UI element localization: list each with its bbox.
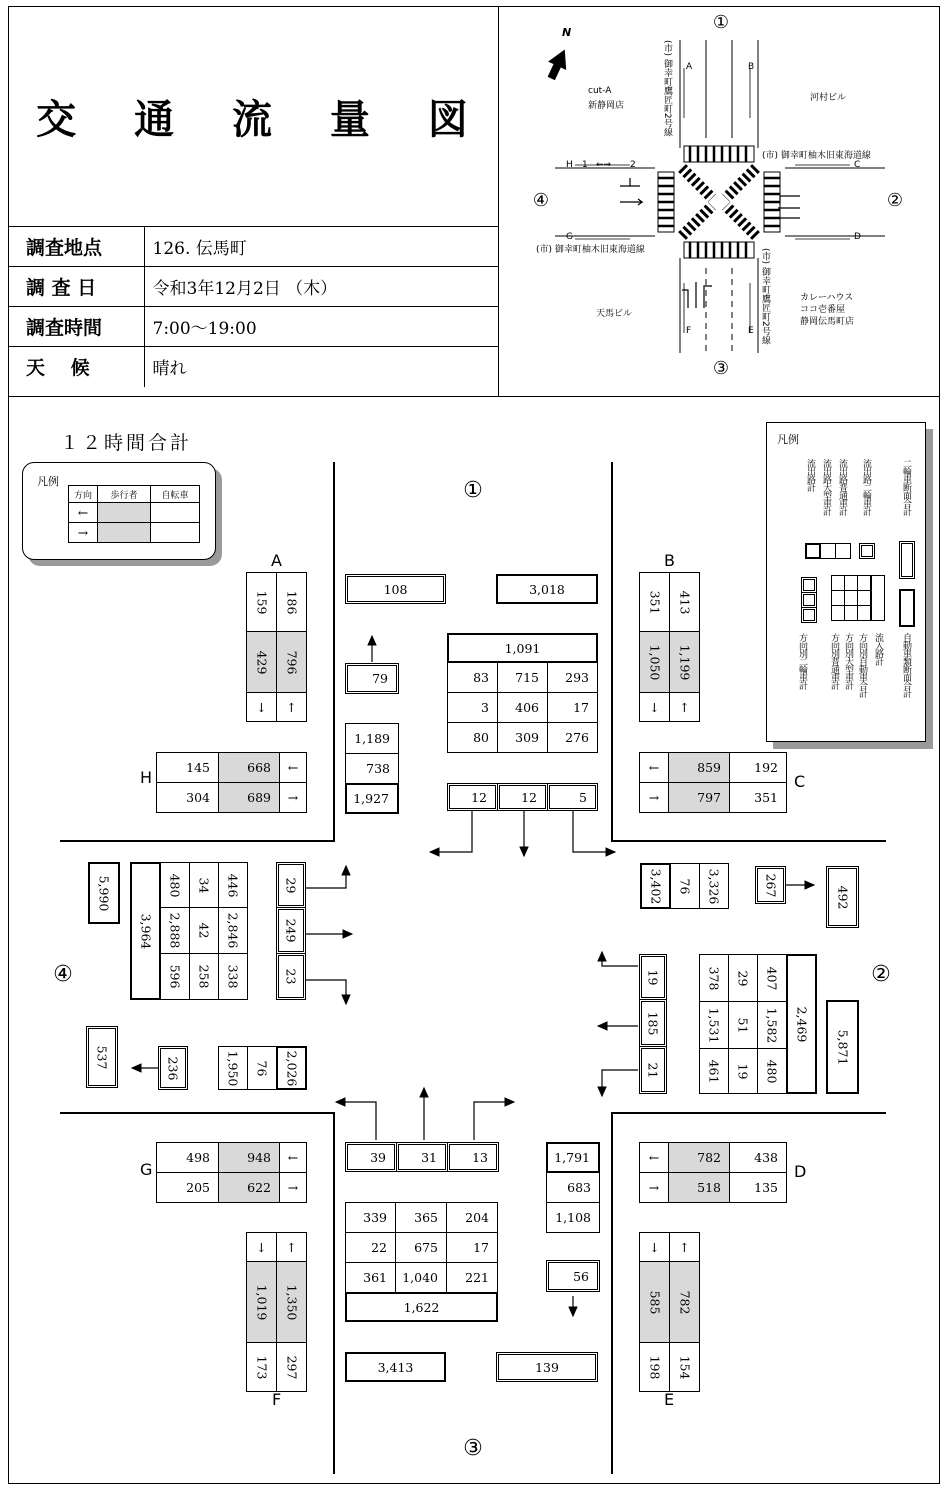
map-section-arrow: ←→: [596, 160, 612, 170]
crosswalk-c-arrow-left: ←: [639, 752, 669, 783]
south-moto-section: 139: [496, 1352, 598, 1382]
south-dir-moto: 31: [396, 1142, 448, 1172]
north-dir-moto: 12: [497, 783, 548, 811]
map-road-west: (市) 御幸町柚木旧東海道線: [536, 245, 645, 255]
map-road-north: (市) 御幸町鷹匠町2号線: [662, 40, 672, 137]
west-grid-cell: 2,846: [218, 907, 248, 954]
crosswalk-a-ped-in: 796: [276, 631, 307, 693]
legend-grid: [857, 605, 871, 621]
road-ne-horizontal: [611, 840, 886, 842]
legend-flow-title: 凡例: [777, 433, 799, 446]
south-vehicle-section: 3,413: [345, 1352, 446, 1382]
legend-grid: [857, 590, 871, 606]
west-moto-section: 537: [86, 1026, 118, 1088]
east-grid-cell: 1,582: [757, 1001, 787, 1049]
crosswalk-c-bike-right: 351: [729, 782, 787, 813]
branch-4-label: ④: [53, 962, 73, 987]
south-grid-cell: 1,040: [395, 1262, 447, 1293]
north-out-total: 1,927: [345, 783, 399, 814]
crosswalk-a-bike-in: 186: [276, 572, 307, 632]
crosswalk-e-bike-out: 198: [639, 1342, 670, 1392]
road-ne-vertical: [611, 462, 613, 840]
legend-row-right: →: [68, 522, 98, 543]
legend-label: 流出路二輪車計: [861, 459, 871, 515]
branch-1-label: ①: [463, 478, 483, 503]
crosswalk-f-ped-out: 1,019: [246, 1261, 277, 1343]
info-value: 7:00〜19:00: [144, 307, 498, 347]
north-dir-moto: 12: [447, 783, 498, 811]
west-grid-cell: 34: [189, 862, 219, 908]
crosswalk-a-arrow-down: ↓: [246, 692, 277, 722]
legend-label: 流出路普通車計: [837, 459, 847, 515]
south-grid-cell: 22: [345, 1232, 396, 1263]
west-grid-cell: 596: [160, 953, 190, 1000]
crosswalk-g-ped-left: 948: [218, 1142, 280, 1173]
legend-bike-cell: [150, 522, 200, 543]
crosswalk-f-label: F: [272, 1390, 282, 1409]
crosswalk-g-bike-left: 498: [156, 1142, 219, 1173]
east-grid-cell: 51: [728, 1001, 758, 1049]
crosswalk-e-arrow-down: ↓: [639, 1232, 670, 1262]
south-grid-cell: 204: [446, 1202, 498, 1233]
crosswalk-b-ped-in: 1,199: [669, 631, 700, 693]
map-branch-1: ①: [712, 12, 730, 33]
crosswalk-g-ped-right: 622: [218, 1172, 280, 1203]
crosswalk-g-arrow-right: →: [279, 1172, 307, 1203]
info-label: 調査時間: [8, 307, 144, 347]
map-road-east: (市) 御幸町柚木旧東海道線: [762, 151, 871, 161]
map-section-d: D: [854, 232, 861, 242]
legend-grid: [844, 605, 858, 621]
east-dir-moto: 21: [639, 1046, 667, 1094]
east-grid-cell: 1,531: [699, 1001, 729, 1049]
crosswalk-f-bike-in: 297: [276, 1342, 307, 1392]
south-out-moto: 56: [546, 1260, 600, 1292]
north-vehicle-section: 3,018: [496, 574, 598, 604]
info-row-date: [8, 267, 498, 307]
west-dir-moto: 29: [276, 862, 306, 908]
west-dir-moto: 249: [276, 907, 306, 954]
crosswalk-d-label: D: [794, 1162, 807, 1181]
west-grid-cell: 2,888: [160, 907, 190, 954]
map-branch-3: ③: [712, 358, 730, 379]
legend-out-large: [820, 543, 836, 559]
map-section-a: A: [686, 62, 693, 72]
west-out-large: 76: [247, 1046, 277, 1090]
map-place-coco: ココ壱番屋: [800, 305, 846, 315]
east-out-large: 76: [670, 863, 700, 909]
south-grid-cell: 365: [395, 1202, 447, 1233]
south-grid-cell: 221: [446, 1262, 498, 1293]
crosswalk-e-bike-in: 154: [669, 1342, 700, 1392]
crosswalk-h-arrow-left: ←: [279, 752, 307, 783]
crosswalk-d-arrow-right: →: [639, 1172, 669, 1203]
info-label: 調 査 日: [8, 267, 144, 307]
east-dir-moto: 185: [639, 999, 667, 1047]
east-grid-cell: 378: [699, 954, 729, 1002]
west-in-total: 3,964: [130, 862, 161, 1000]
south-dir-moto: 39: [345, 1142, 397, 1172]
location-map: [500, 8, 938, 394]
east-out-normal: 3,326: [699, 863, 729, 909]
legend-out-normal: [835, 543, 851, 559]
legend-label: 流出路大型車計: [821, 459, 831, 515]
east-grid-cell: 19: [728, 1048, 758, 1094]
info-value: 晴れ: [144, 347, 498, 387]
north-grid-cell: 715: [497, 662, 548, 693]
legend-label: 方向別二輪車計: [797, 633, 807, 689]
info-row-time: [8, 307, 498, 347]
intersection-map-svg: [500, 8, 938, 394]
crosswalk-h-ped-right: 689: [218, 782, 280, 813]
east-out-total: 3,402: [640, 863, 671, 909]
map-branch-2: ②: [886, 190, 904, 211]
legend-out-moto: [859, 543, 875, 559]
crosswalk-e-arrow-up: ↑: [669, 1232, 700, 1262]
section-divider: [8, 396, 940, 397]
crosswalk-c-ped-left: 859: [668, 752, 730, 783]
legend-dir-moto: [801, 607, 817, 623]
crosswalk-g-arrow-left: ←: [279, 1142, 307, 1173]
east-dir-moto: 19: [639, 954, 667, 1000]
legend-grid: [831, 590, 845, 606]
crosswalk-b-ped-out: 1,050: [639, 631, 670, 693]
legend-ped-cell: [97, 502, 151, 523]
road-se-vertical: [611, 1112, 613, 1474]
west-grid-cell: 338: [218, 953, 248, 1000]
north-grid-cell: 406: [497, 692, 548, 723]
crosswalk-c-ped-right: 797: [668, 782, 730, 813]
map-place-cut-a: cut-A: [588, 86, 612, 96]
south-in-total: 1,622: [345, 1292, 498, 1322]
west-grid-cell: 446: [218, 862, 248, 908]
legend-row-left: ←: [68, 502, 98, 523]
crosswalk-d-ped-left: 782: [668, 1142, 730, 1173]
map-section-g: G: [566, 232, 573, 242]
east-out-moto: 267: [755, 866, 786, 904]
page-title: 交 通 流 量 図: [36, 96, 490, 143]
legend-ped-cell: [97, 522, 151, 543]
crosswalk-c-bike-left: 192: [729, 752, 787, 783]
diagram-subtitle: １２時間合計: [60, 432, 193, 454]
map-place-curry: カレーハウス: [800, 293, 854, 303]
east-grid-cell: 480: [757, 1048, 787, 1094]
map-section-2-label: 2: [630, 160, 636, 170]
north-grid-cell: 3: [447, 692, 498, 723]
west-grid-cell: 480: [160, 862, 190, 908]
north-grid-cell: 276: [547, 722, 598, 753]
crosswalk-a-arrow-up: ↑: [276, 692, 307, 722]
crosswalk-d-bike-left: 438: [729, 1142, 787, 1173]
north-moto-section: 108: [345, 574, 446, 604]
north-in-total: 1,091: [447, 633, 598, 663]
road-sw-vertical: [333, 1112, 335, 1474]
legend-bike-cell: [150, 502, 200, 523]
crosswalk-e-ped-in: 782: [669, 1261, 700, 1343]
crosswalk-h-label: H: [140, 768, 153, 787]
legend-label: 流出路計: [805, 459, 815, 491]
map-section-h: H: [566, 160, 573, 170]
north-dir-moto: 5: [547, 783, 598, 811]
crosswalk-a-label: A: [271, 551, 282, 570]
west-out-total: 2,026: [276, 1046, 307, 1090]
legend-label: 自動車類断面合計: [901, 633, 911, 697]
west-out-moto: 236: [158, 1046, 188, 1090]
info-value: 令和3年12月2日 （木）: [144, 267, 498, 307]
header-divider: [498, 6, 499, 396]
road-se-horizontal: [611, 1112, 886, 1114]
legend-col-direction: 方向: [68, 485, 98, 503]
north-grid-cell: 293: [547, 662, 598, 693]
legend-moto-section: [899, 541, 915, 579]
crosswalk-d-bike-right: 135: [729, 1172, 787, 1203]
north-grid-cell: 80: [447, 722, 498, 753]
south-grid-cell: 361: [345, 1262, 396, 1293]
map-place-shizuoka: 新静岡店: [588, 101, 625, 111]
legend-grid: [844, 590, 858, 606]
crosswalk-h-bike-left: 145: [156, 752, 219, 783]
crosswalk-b-arrow-up: ↑: [669, 692, 700, 722]
north-grid-cell: 83: [447, 662, 498, 693]
east-grid-cell: 29: [728, 954, 758, 1002]
legend-col-pedestrian: 歩行者: [97, 485, 151, 503]
crosswalk-e-label: E: [664, 1390, 675, 1409]
west-vehicle-section: 5,990: [88, 862, 120, 924]
legend-label: 二輪車断面合計: [901, 459, 911, 515]
info-label: 天 候: [8, 347, 144, 387]
legend-grid: [844, 575, 858, 591]
south-dir-moto: 13: [447, 1142, 499, 1172]
legend-label: 方向別大型車計: [843, 633, 853, 689]
map-section-1-label: 1: [582, 160, 588, 170]
crosswalk-g-bike-right: 205: [156, 1172, 219, 1203]
map-section-c: C: [854, 160, 861, 170]
east-grid-cell: 461: [699, 1048, 729, 1094]
east-in-total: 2,469: [786, 954, 817, 1094]
south-grid-cell: 675: [395, 1232, 447, 1263]
map-road-south: (市) 御幸町鷹匠町2号線: [760, 248, 770, 345]
east-moto-section: 492: [826, 866, 859, 928]
crosswalk-a-bike-out: 159: [246, 572, 277, 632]
west-out-normal: 1,950: [218, 1046, 248, 1090]
crosswalk-h-arrow-right: →: [279, 782, 307, 813]
crosswalk-h-bike-right: 304: [156, 782, 219, 813]
map-north-label: N: [562, 26, 572, 39]
crosswalk-b-bike-out: 351: [639, 572, 670, 632]
crosswalk-b-bike-in: 413: [669, 572, 700, 632]
crosswalk-f-arrow-up: ↑: [276, 1232, 307, 1262]
legend-grid: [831, 605, 845, 621]
road-nw-vertical: [333, 462, 335, 840]
east-vehicle-section: 5,871: [826, 1000, 859, 1094]
legend-in-total: [871, 575, 885, 621]
south-out-normal: 1,108: [546, 1202, 600, 1233]
info-row-location: [8, 227, 498, 267]
crosswalk-d-ped-right: 518: [668, 1172, 730, 1203]
legend-crosswalk: [22, 462, 216, 560]
legend-crosswalk-title: 凡例: [37, 475, 59, 488]
north-out-moto: 79: [345, 663, 399, 694]
east-grid-cell: 407: [757, 954, 787, 1002]
south-out-large: 683: [546, 1172, 600, 1203]
branch-2-label: ②: [871, 962, 891, 987]
legend-out-total: [805, 543, 821, 559]
crosswalk-g-label: G: [140, 1160, 153, 1179]
crosswalk-f-bike-out: 173: [246, 1342, 277, 1392]
map-section-e: E: [748, 326, 754, 336]
west-grid-cell: 42: [189, 907, 219, 954]
crosswalk-b-label: B: [664, 551, 675, 570]
legend-veh-section: [899, 589, 915, 627]
info-value: 126. 伝馬町: [144, 227, 498, 267]
legend-flow: [766, 422, 926, 742]
legend-dir-moto: [801, 577, 817, 593]
legend-col-bicycle: 自転車: [150, 485, 200, 503]
north-out-normal: 738: [345, 753, 399, 784]
info-row-weather: [8, 347, 498, 387]
crosswalk-f-arrow-down: ↓: [246, 1232, 277, 1262]
map-place-kawamura: 河村ビル: [810, 93, 847, 103]
legend-label: 方向別普通車計: [829, 633, 839, 689]
crosswalk-h-ped-left: 668: [218, 752, 280, 783]
map-place-store: 静岡伝馬町店: [800, 317, 855, 327]
crosswalk-c-label: C: [794, 772, 806, 791]
map-section-f: F: [686, 326, 692, 336]
info-label: 調査地点: [8, 227, 144, 267]
branch-3-label: ③: [463, 1436, 483, 1461]
crosswalk-b-arrow-down: ↓: [639, 692, 670, 722]
south-grid-cell: 339: [345, 1202, 396, 1233]
legend-grid: [857, 575, 871, 591]
north-arrow-icon: [542, 45, 574, 82]
map-section-b: B: [748, 62, 755, 72]
south-grid-cell: 17: [446, 1232, 498, 1263]
map-branch-4: ④: [532, 190, 550, 211]
map-place-tenma: 天馬ビル: [596, 309, 633, 319]
crosswalk-a-ped-out: 429: [246, 631, 277, 693]
north-grid-cell: 309: [497, 722, 548, 753]
road-nw-horizontal: [60, 840, 335, 842]
legend-dir-moto: [801, 592, 817, 608]
west-dir-moto: 23: [276, 953, 306, 1000]
road-sw-horizontal: [60, 1112, 335, 1114]
legend-grid: [831, 575, 845, 591]
crosswalk-d-arrow-left: ←: [639, 1142, 669, 1173]
survey-info-table: [8, 226, 498, 387]
crosswalk-c-arrow-right: →: [639, 782, 669, 813]
crosswalk-e-ped-out: 585: [639, 1261, 670, 1343]
north-grid-cell: 17: [547, 692, 598, 723]
west-grid-cell: 258: [189, 953, 219, 1000]
crosswalk-f-ped-in: 1,350: [276, 1261, 307, 1343]
south-out-total: 1,791: [546, 1142, 600, 1173]
legend-label: 方向別自動車合計: [857, 633, 867, 697]
north-out-large: 1,189: [345, 723, 399, 754]
legend-label: 流入路計: [873, 633, 883, 665]
